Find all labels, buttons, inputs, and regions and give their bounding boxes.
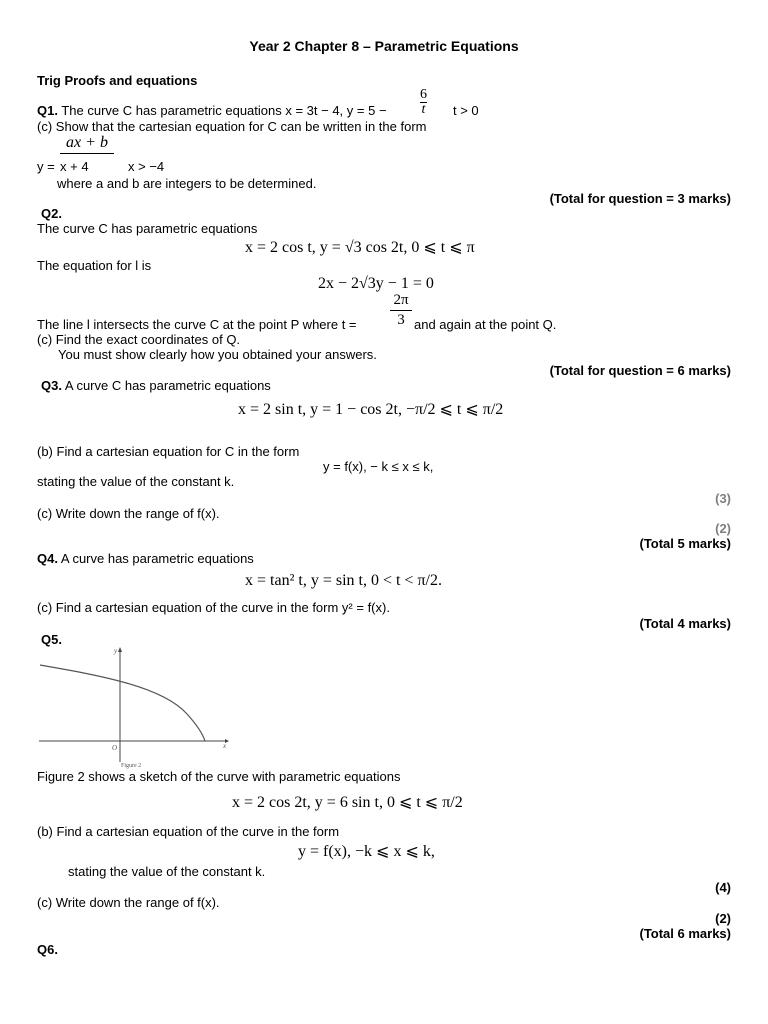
q1-label: Q1.: [37, 103, 58, 118]
q2-show: You must show clearly how you obtained your answers.: [58, 347, 377, 362]
q4-label: Q4.: [37, 551, 58, 566]
q1-eq-num: ax + b: [60, 135, 114, 154]
q4-stem: A curve has parametric equations: [60, 551, 254, 566]
x-axis-label: x: [223, 742, 227, 750]
q6-label: Q6.: [37, 942, 58, 957]
q3-mark-b: (3): [715, 491, 731, 506]
q1-eq-fraction: [60, 135, 114, 154]
q1-eq-lhs: y =: [37, 159, 55, 174]
q5-mark-c: (2): [715, 911, 731, 926]
q5-description: Figure 2 shows a sketch of the curve with parametric equations: [37, 769, 401, 784]
curve-sketch: [40, 665, 205, 741]
origin-label: O: [112, 744, 118, 752]
q1-stem-line: [37, 104, 387, 117]
q5-mark-b: (4): [715, 880, 731, 895]
q1-condition: t > 0: [453, 103, 479, 118]
figure-caption: Figure 2: [121, 763, 142, 769]
q3-stem: A curve C has parametric equations: [64, 378, 271, 393]
q5-equation: x = 2 cos 2t, y = 6 sin t, 0 ⩽ t ⩽ π/2: [232, 794, 463, 811]
q1-eq-den: x + 4: [60, 159, 89, 174]
q3-part-c: (c) Write down the range of f(x).: [37, 506, 220, 521]
q4-equation: x = tan² t, y = sin t, 0 < t < π/2.: [245, 572, 442, 589]
q3-equation: x = 2 sin t, y = 1 − cos 2t, −π/2 ⩽ t ⩽ π/2: [238, 401, 504, 418]
q1-eq-cond: x > −4: [128, 159, 165, 174]
q2-t-den: 3: [397, 312, 405, 328]
q5-part-c: (c) Write down the range of f(x).: [37, 895, 220, 910]
q3-stating: stating the value of the constant k.: [37, 474, 235, 489]
q5-total: (Total 6 marks): [639, 926, 731, 941]
q1-part-c: (c) Show that the cartesian equation for C can be written in the form: [37, 119, 427, 134]
q4-stem-line: [37, 552, 254, 565]
q2-t-fraction: [390, 293, 412, 328]
q5-label: Q5.: [41, 632, 62, 647]
q3-form: y = f(x), − k ≤ x ≤ k,: [323, 459, 434, 474]
q4-part-c: (c) Find a cartesian equation of the curve in the form y² = f(x).: [37, 600, 390, 615]
q1-frac-den: t: [421, 102, 426, 117]
q2-stem: The curve C has parametric equations: [37, 221, 258, 236]
section-heading: Trig Proofs and equations: [37, 73, 198, 88]
q1-fraction: [420, 88, 427, 117]
q2-part-c: (c) Find the exact coordinates of Q.: [37, 332, 241, 347]
q2-intersect-before: The line l intersects the curve C at the point P where t =: [37, 317, 357, 332]
q3-mark-c: (2): [715, 521, 731, 536]
q3-part-b: (b) Find a cartesian equation for C in the form: [37, 444, 300, 459]
q1-frac-num: 6: [420, 87, 427, 102]
q5-figure: [37, 644, 232, 769]
q1-stem: The curve C has parametric equations x = 3t − 4, y = 5 −: [61, 103, 387, 118]
q2-line-equation: 2x − 2√3y − 1 = 0: [318, 275, 434, 292]
q2-t-num: 2π: [390, 293, 412, 311]
q1-total: (Total for question = 3 marks): [549, 191, 731, 206]
y-axis-label: y: [114, 647, 118, 655]
q2-intersect-after: and again at the point Q.: [414, 317, 557, 332]
q3-stem-line: [41, 379, 271, 392]
q5-form: y = f(x), −k ⩽ x ⩽ k,: [298, 843, 435, 860]
q5-stating: stating the value of the constant k.: [68, 864, 266, 879]
q1-where: where a and b are integers to be determined.: [57, 176, 317, 191]
q2-label: Q2.: [41, 206, 62, 221]
q2-total: (Total for question = 6 marks): [549, 363, 731, 378]
q2-equation: x = 2 cos t, y = √3 cos 2t, 0 ⩽ t ⩽ π: [245, 239, 475, 256]
q2-line-intro: The equation for l is: [37, 258, 152, 273]
q3-label: Q3.: [41, 378, 62, 393]
page-title: Year 2 Chapter 8 – Parametric Equations: [249, 38, 519, 54]
y-axis-arrow: [118, 647, 122, 652]
q3-total: (Total 5 marks): [639, 536, 731, 551]
q5-part-b: (b) Find a cartesian equation of the curve in the form: [37, 824, 340, 839]
q4-total: (Total 4 marks): [639, 616, 731, 631]
